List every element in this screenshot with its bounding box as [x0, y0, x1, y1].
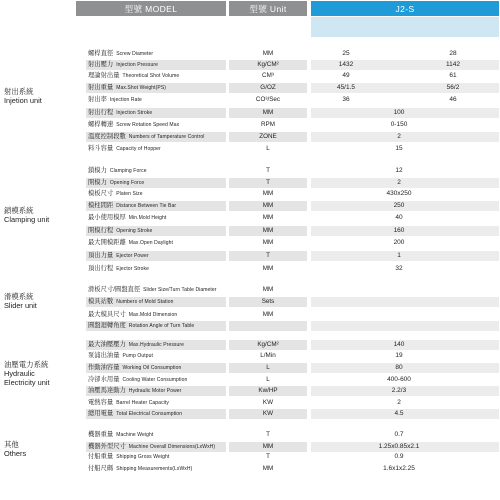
spec-value-cell [311, 464, 499, 474]
spec-label [86, 108, 226, 118]
spec-value-cell [311, 430, 499, 440]
group-label [4, 206, 76, 224]
spec-label-en: Slider Size/Turn Table Diameter [143, 287, 217, 293]
spec-unit: MM [262, 50, 274, 57]
spec-value-cell [311, 375, 499, 385]
spec-unit: T [266, 453, 270, 460]
spec-label-en: Max.Hydraulic Pressure [128, 342, 185, 348]
spec-unit: T [229, 251, 307, 261]
spec-row [86, 49, 499, 59]
spec-row [86, 189, 499, 199]
spec-value-25mm: 25 [342, 50, 350, 57]
spec-row [86, 226, 499, 236]
spec-value-cell [311, 201, 499, 211]
spec-value-cell [311, 71, 499, 81]
group-label [4, 360, 76, 387]
spec-label-zh: 射出率 [88, 96, 107, 103]
spec-label-en: Working Oil Consumption [122, 365, 182, 371]
spec-unit: CO³/Sec [255, 96, 281, 103]
spec-value-cell [311, 310, 499, 320]
spec-label-zh: 最大油壓壓力 [88, 341, 126, 348]
group-label [4, 292, 76, 310]
spec-value: 19 [395, 352, 403, 359]
spec-row [86, 201, 499, 211]
group-label-en: Others [4, 449, 27, 458]
spec-label [86, 251, 226, 261]
spec-value-cell [311, 60, 499, 70]
spec-unit: Kg/CM² [229, 60, 307, 70]
spec-value: 1.6x1x2.25 [383, 465, 415, 472]
group-label-en: Hydraulic [4, 369, 35, 378]
spec-value: 80 [395, 364, 403, 371]
spec-label [86, 189, 226, 199]
group-label-zh: 滑模系統 [4, 292, 34, 301]
spec-unit: MM [229, 108, 307, 118]
spec-value-cell [311, 321, 499, 331]
spec-label-en: Distance Between Tie Bar [116, 203, 177, 209]
spec-value-cell [311, 340, 499, 350]
spec-value: 2 [397, 179, 401, 186]
spec-label-en: Machine Overall Dimensions(LxWxH) [128, 444, 216, 450]
spec-value-cell [311, 285, 499, 295]
spec-row [86, 363, 499, 373]
spec-value: 1.25x0.85x2.1 [378, 443, 420, 450]
spec-value: 2 [397, 399, 401, 406]
spec-label-zh: 射出壓力 [88, 61, 114, 68]
spec-label [86, 71, 226, 81]
spec-value: 15 [395, 145, 403, 152]
spec-label-en: Opening Force [109, 180, 145, 186]
spec-label-zh: 開模力 [88, 179, 107, 186]
spec-value: 200 [393, 239, 405, 246]
spec-unit: MM [262, 265, 274, 272]
spec-label [86, 178, 226, 188]
spec-value: 140 [393, 341, 405, 348]
spec-label-en: Cooling Water Consumption [122, 377, 188, 383]
spec-value-28mm: 28 [449, 50, 457, 57]
spec-unit: MM [229, 201, 307, 211]
spec-label-zh: 開模行程 [88, 227, 114, 234]
spec-label-en: Pump Output [122, 353, 154, 359]
spec-value-cell [311, 120, 499, 130]
spec-label-zh: 付船尺碼 [88, 465, 114, 472]
spec-label-en: Rotation Angle of Turn Table [128, 323, 195, 329]
spec-label-en: Max.Open Daylight [128, 240, 174, 246]
group-label-zh: 射出系統 [4, 87, 34, 96]
spec-value: 400-600 [387, 376, 411, 383]
spec-label-zh: 總用電量 [88, 410, 114, 417]
spec-value-cell [311, 409, 499, 419]
spec-value-cell [311, 49, 499, 59]
spec-label-en: Injection Stroke [116, 110, 153, 116]
spec-label-en: Ejector Stroke [116, 266, 149, 272]
spec-value: 430x250 [386, 190, 412, 197]
spec-label-zh: 料斗容量 [88, 145, 114, 152]
spec-label-zh: 電熱容量 [88, 399, 114, 406]
spec-value-cell [311, 189, 499, 199]
spec-unit: Sets [229, 297, 307, 307]
spec-unit: MM [262, 311, 274, 318]
spec-row [86, 409, 499, 419]
spec-label [86, 321, 226, 331]
spec-label-zh: 模板尺寸 [88, 190, 114, 197]
spec-label [86, 226, 226, 236]
spec-label-en: Screw Rotation Speed Max [116, 122, 180, 128]
spec-label-en: Injection Pressure [116, 62, 159, 68]
spec-unit: Kg/CM² [229, 340, 307, 350]
spec-row [86, 398, 499, 408]
spec-label [86, 213, 226, 223]
spec-label-zh: 螺桿轉速 [88, 121, 114, 128]
spec-label-zh: 模柱間距 [88, 202, 114, 209]
spec-row [86, 375, 499, 385]
spec-label-zh: 理論射出量 [88, 72, 120, 79]
spec-unit: MM [229, 442, 307, 452]
spec-row [86, 321, 499, 331]
spec-row [86, 83, 499, 93]
spec-unit: L/Min [260, 352, 276, 359]
spec-value: 100 [393, 109, 405, 116]
spec-unit: T [229, 178, 307, 188]
spec-label-en: Shipping Gross Weight [116, 454, 170, 460]
version-band [311, 17, 499, 37]
group-label-zh: 其他 [4, 440, 19, 449]
spec-label-en: Theoretical Shot Volume [122, 73, 180, 79]
spec-unit: MM [262, 214, 274, 221]
group-label [4, 87, 76, 105]
spec-label-zh: 滑板尺寸/圓盤直徑 [88, 286, 141, 293]
spec-value-cell [311, 238, 499, 248]
spec-row [86, 213, 499, 223]
spec-row [86, 71, 499, 81]
spec-label [86, 132, 226, 142]
spec-label-en: Machine Weight [116, 432, 154, 438]
spec-label-en: Min.Mold Height [128, 215, 167, 221]
spec-label-en: Capacity of Hopper [116, 146, 161, 152]
group-label [4, 440, 76, 458]
spec-unit: T [266, 167, 270, 174]
spec-value-cell [311, 398, 499, 408]
spec-label-en: Opening Stroke [116, 228, 153, 234]
spec-value: 1 [397, 252, 401, 259]
spec-label-zh: 最小使用模厚 [88, 214, 126, 221]
spec-value: 40 [395, 214, 403, 221]
spec-label [86, 375, 226, 385]
spec-row [86, 238, 499, 248]
spec-value-cell [311, 132, 499, 142]
spec-label-zh: 機器重量 [88, 431, 114, 438]
spec-value-28mm: 56/2 [446, 84, 460, 91]
spec-label-en: Max.Shot Weight(PS) [116, 85, 167, 91]
spec-value: 0-150 [390, 121, 408, 128]
spec-unit: KW [262, 399, 274, 406]
spec-value-cell [311, 363, 499, 373]
spec-label [86, 60, 226, 70]
spec-value: 2 [397, 133, 401, 140]
spec-row [86, 430, 499, 440]
spec-row [86, 452, 499, 462]
spec-label-zh: 射出重量 [88, 84, 114, 91]
spec-row [86, 120, 499, 130]
spec-row [86, 132, 499, 142]
spec-value: 2.2/3 [391, 387, 407, 394]
group-label-en: Injetion unit [4, 96, 42, 105]
spec-value-cell [311, 83, 499, 93]
spec-value-cell [311, 251, 499, 261]
spec-label-zh: 冷卻水用量 [88, 376, 120, 383]
spec-label [86, 49, 226, 59]
spec-label [86, 238, 226, 248]
spec-unit: T [266, 431, 270, 438]
spec-label-zh: 螺桿直徑 [88, 50, 114, 57]
spec-label [86, 430, 226, 440]
spec-value-cell [311, 297, 499, 307]
spec-unit: MM [262, 190, 274, 197]
group-label-zh: 油壓電力系統 [4, 360, 49, 369]
spec-unit: MM [262, 286, 274, 293]
spec-value: 0.9 [394, 453, 404, 460]
spec-row [86, 264, 499, 274]
spec-value-cell [311, 442, 499, 452]
spec-label [86, 398, 226, 408]
spec-label-en: Platen Size [116, 191, 143, 197]
spec-label-zh: 頂出行程 [88, 265, 114, 272]
spec-label [86, 464, 226, 474]
spec-unit: RPM [261, 121, 275, 128]
spec-value-cell [311, 166, 499, 176]
spec-value-cell [311, 144, 499, 154]
spec-label-zh: 最大開模距離 [88, 239, 126, 246]
spec-label-en: Ejector Power [116, 253, 149, 259]
group-label-en: Clamping unit [4, 215, 50, 224]
spec-unit: KW [229, 409, 307, 419]
spec-value: 4.5 [394, 410, 404, 417]
spec-unit: MM [229, 226, 307, 236]
spec-value-cell [311, 351, 499, 361]
spec-value-cell [311, 386, 499, 396]
spec-label-zh: 作動油容量 [88, 364, 120, 371]
spec-label [86, 201, 226, 211]
spec-label [86, 363, 226, 373]
spec-row [86, 297, 499, 307]
spec-unit: Kw/HP [229, 386, 307, 396]
spec-row [86, 166, 499, 176]
spec-row [86, 144, 499, 154]
spec-value-28mm: 46 [449, 96, 457, 103]
spec-label-zh: 泵浦出油量 [88, 352, 120, 359]
spec-label-en: Shipping Measurements(LxWxH) [116, 466, 193, 472]
spec-value: 32 [395, 265, 403, 272]
spec-label [86, 166, 226, 176]
spec-unit: ZONE [229, 132, 307, 142]
spec-value-25mm: 45/1.5 [336, 84, 356, 91]
unit-header: 型號 Unit [229, 1, 307, 16]
spec-value-28mm: 1142 [446, 61, 460, 68]
spec-row [86, 386, 499, 396]
spec-label-en: Clamping Force [109, 168, 147, 174]
spec-row [86, 442, 499, 452]
spec-value-cell [311, 264, 499, 274]
spec-label-en: Screw Diameter [116, 51, 154, 57]
spec-label-en: Barrel Heater Capacity [116, 400, 169, 406]
spec-label-en: Hydraulic Motor Power [128, 388, 182, 394]
spec-label-en: Numbers of Tamperature Control [128, 134, 205, 140]
spec-value-25mm: 49 [342, 72, 350, 79]
spec-row [86, 351, 499, 361]
spec-value-25mm: 1432 [338, 61, 354, 68]
spec-value-28mm: 61 [449, 72, 457, 79]
group-label-en: Slider unit [4, 301, 37, 310]
spec-label [86, 442, 226, 452]
spec-label-zh: 模具站數 [88, 298, 114, 305]
spec-label-zh: 付船重量 [88, 453, 114, 460]
spec-value-cell [311, 213, 499, 223]
spec-unit: MM [262, 239, 274, 246]
spec-value: 0.7 [394, 431, 404, 438]
spec-value: 250 [393, 202, 405, 209]
spec-label [86, 285, 226, 295]
spec-unit [229, 321, 307, 331]
spec-label-en: Numbers of Mold Station [116, 299, 174, 305]
spec-label-en: Max.Mold Dimension [128, 312, 178, 318]
spec-label-zh: 最大模具尺寸 [88, 311, 126, 318]
spec-value-cell [311, 226, 499, 236]
spec-label [86, 340, 226, 350]
spec-label-en: Injection Rate [109, 97, 142, 103]
spec-unit: CM³ [262, 72, 274, 79]
spec-row [86, 60, 499, 70]
spec-label [86, 386, 226, 396]
spec-value-cell [311, 108, 499, 118]
spec-value-cell [311, 452, 499, 462]
spec-label [86, 264, 226, 274]
spec-label [86, 409, 226, 419]
spec-label [86, 83, 226, 93]
spec-unit: L [266, 376, 270, 383]
spec-unit: G/OZ [229, 83, 307, 93]
spec-label-zh: 溫度控制段數 [88, 133, 126, 140]
spec-value-cell [311, 95, 499, 105]
spec-label-zh: 油壓馬達動力 [88, 387, 126, 394]
spec-unit: L [229, 363, 307, 373]
spec-row [86, 464, 499, 474]
model-header: 型號 MODEL [76, 1, 226, 16]
group-label-zh: 鎖模系統 [4, 206, 34, 215]
spec-value: 12 [395, 167, 403, 174]
spec-label [86, 95, 226, 105]
spec-label [86, 144, 226, 154]
spec-row [86, 95, 499, 105]
group-label-en: Electricity unit [4, 378, 50, 387]
spec-value-25mm: 36 [342, 96, 350, 103]
spec-label [86, 297, 226, 307]
spec-label-zh: 鎖模力 [88, 167, 107, 174]
spec-label [86, 120, 226, 130]
spec-row [86, 285, 499, 295]
spec-value-cell [311, 178, 499, 188]
spec-label-zh: 圓盤迴轉角度 [88, 322, 126, 329]
spec-value: 160 [393, 227, 405, 234]
spec-label-zh: 機器外型尺寸 [88, 443, 126, 450]
spec-row [86, 178, 499, 188]
spec-label [86, 351, 226, 361]
spec-unit: MM [262, 465, 274, 472]
spec-row [86, 251, 499, 261]
spec-row [86, 108, 499, 118]
spec-label-en: Total Electrical Consumption [116, 411, 183, 417]
spec-label [86, 310, 226, 320]
version-header: J2-S [311, 1, 499, 16]
spec-row [86, 310, 499, 320]
spec-label-zh: 射出行程 [88, 109, 114, 116]
spec-label [86, 452, 226, 462]
spec-row [86, 340, 499, 350]
spec-unit: L [266, 145, 270, 152]
spec-label-zh: 頂出力量 [88, 252, 114, 259]
